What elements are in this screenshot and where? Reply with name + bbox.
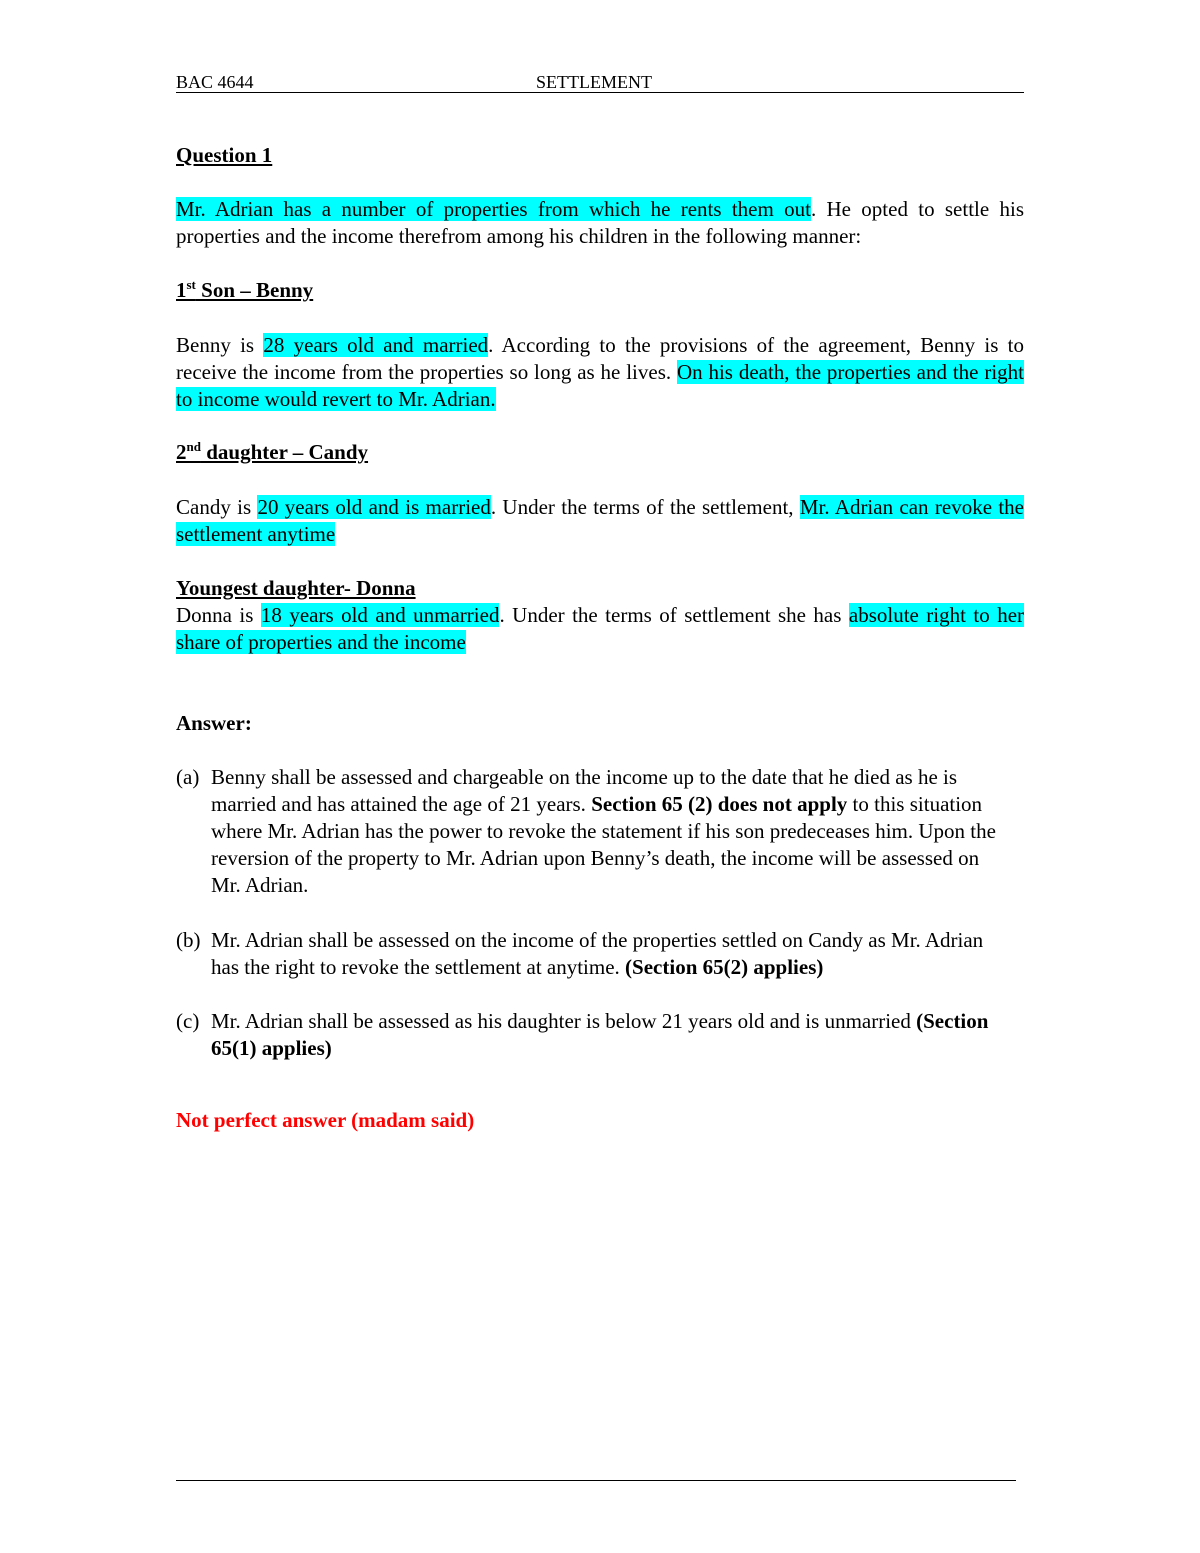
answer-b-text: Mr. Adrian shall be assessed on the income of the properties settled on Candy as Mr. Adrian has the right to revoke the settlement at anytime. (Section 65(2) applies) (211, 928, 984, 979)
son-highlight-age: 28 years old and married (263, 333, 489, 357)
son-highlight-reversion: On his death, the properties and the right to income would revert to Mr. Adrian. (176, 360, 1024, 411)
answer-a-label: (a) (176, 765, 200, 789)
youngest-highlight-age: 18 years old and unmarried (260, 603, 500, 627)
youngest-highlight-right: absolute right to her share of properties and the income (176, 603, 1025, 654)
page-header (176, 72, 1024, 93)
daughter2-highlight-revoke: Mr. Adrian can revoke the settlement anytime (176, 495, 1024, 546)
answer-c-text: Mr. Adrian shall be assessed as his daughter is below 21 years old and is unmarried (Section 65(1) applies) (211, 1009, 989, 1060)
youngest-heading: Youngest daughter- Donna (176, 576, 416, 600)
answer-title: Answer: (176, 711, 252, 735)
daughter2-heading: 2nd daughter – Candy (176, 439, 369, 464)
daughter2-paragraph: Candy is 20 years old and is married. Under the terms of the settlement, Mr. Adrian can revoke the settlement anytime (176, 495, 1024, 546)
answer-a-text: Benny shall be assessed and chargeable on the income up to the date that he died as he is married and has attained the age of 21 years. Section 65 (2) does not apply to this situation where Mr. Adrian has the power to revoke the statement if his son predeceases him. Upon the reversion of the property to Mr. Adrian upon Benny’s death, the income will be assessed on Mr. Adrian. (211, 765, 996, 897)
answer-c-label: (c) (176, 1009, 200, 1033)
teacher-note: Not perfect answer (madam said) (176, 1108, 475, 1132)
youngest-paragraph: Donna is 18 years old and unmarried. Under the terms of settlement she has absolute right to her share of properties and the income (176, 603, 1025, 654)
question-title: Question 1 (176, 143, 273, 167)
daughter2-highlight-age: 20 years old and is married (257, 495, 491, 519)
intro-highlight: Mr. Adrian has a number of properties from which he rents them out (176, 197, 811, 221)
son-heading: 1st Son – Benny (176, 277, 314, 302)
footer-divider (176, 1480, 1016, 1481)
intro-text: . He opted to settle his properties and the income therefrom among his children in the following manner: (176, 197, 1024, 248)
question-intro (176, 196, 1024, 250)
course-code: BAC 4644 (176, 72, 254, 92)
son-paragraph: Benny is 28 years old and married. According to the provisions of the agreement, Benny is to receive the income from the properties so long as he lives. On his death, the properties and the right to income would revert to Mr. Adrian. (176, 333, 1024, 411)
answer-b-label: (b) (176, 928, 201, 952)
header-topic: SETTLEMENT (536, 72, 652, 92)
